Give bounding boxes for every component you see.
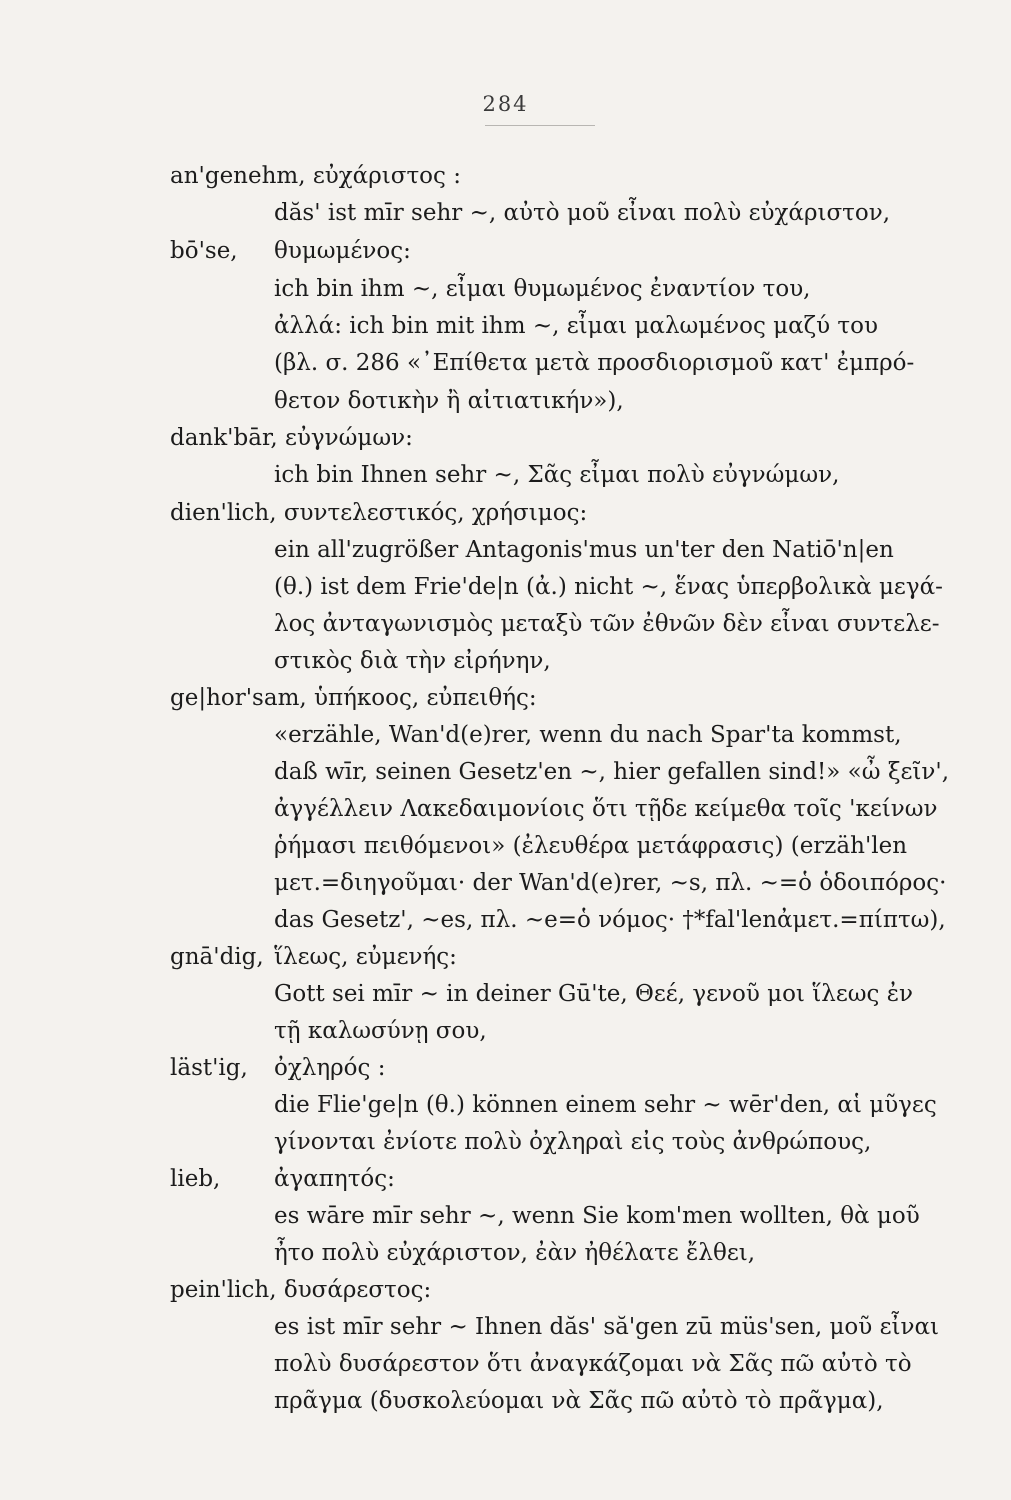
entry-line: ἀλλά: ich bin mit ihm ~, εἶμαι μαλωμένος μαζύ του [274,313,878,339]
entry-line: ein all'zugrößer Antagonis'mus un'ter den Natiō'n|en [274,537,894,563]
entry-line: ῥήμασι πειθόμενοι» (ἐλευθέρα μετάφρασις) (erzäh'len [274,833,908,859]
definition: θυμωμένος: [274,238,411,264]
page-number: 284 [482,92,529,116]
entry-line: «erzähle, Wan'd(e)rer, wenn du nach Spar'ta kommst, [274,722,902,748]
entry-line: ἀγγέλλειν Λακεδαιμονίοις ὅτι τῇδε κείμεθα τοῖς 'κείνων [274,796,938,822]
entry-line: πολὺ δυσάρεστον ὅτι ἀναγκάζομαι νὰ Σᾶς πῶ αὐτὸ τὸ [274,1351,912,1377]
definition: ὀχληρός : [274,1055,386,1081]
entry-line: (βλ. σ. 286 «᾿Επίθετα μετὰ προσδιορισμοῦ κατ' ἐμπρό- [274,350,915,376]
entry-line: μετ.=διηγοῦμαι· der Wan'd(e)rer, ~s, πλ. ~=ὁ ὁδοιπόρος· [274,870,947,896]
entry-line: es ist mīr sehr ~ Ihnen dăs' să'gen zū müs'sen, μοῦ εἶναι [274,1314,940,1340]
entry-line: an'genehm, εὐχάριστος : [170,163,461,189]
entry-line: es wāre mīr sehr ~, wenn Sie kom'men wollten, θὰ μοῦ [274,1203,920,1229]
headword: lieb, [170,1166,221,1192]
entry-line [170,940,970,974]
header-rule [485,125,595,126]
headword: gnā'dig, [170,944,264,970]
entry-line: ich bin ihm ~, εἶμαι θυμωμένος ἐναντίον του, [274,276,811,302]
entry-line: daß wīr, seinen Gesetz'en ~, hier gefallen sind!» «ὦ ξεῖν', [274,759,950,785]
headword: bō'se, [170,238,238,264]
entry-line: das Gesetz', ~es, πλ. ~e=ὁ νόμος· †*fal'lenἀμετ.=πίπτω), [274,907,946,933]
entry-line: ich bin Ihnen sehr ~, Σᾶς εἶμαι πολὺ εὐγνώμων, [274,462,840,488]
entry-line: λος ἀνταγωνισμὸς μεταξὺ τῶν ἐθνῶν δὲν εἶναι συντελε- [274,611,940,637]
entry-line [170,1162,970,1196]
definition: ἵλεως, εὐμενής: [274,944,457,970]
entry-line [170,1051,970,1085]
entry-line: dăs' ist mīr sehr ~, αὐτὸ μοῦ εἶναι πολὺ εὐχάριστον, [274,200,891,226]
entry-line [170,234,970,268]
entry-line: die Flie'ge|n (θ.) können einem sehr ~ wēr'den, αἱ μῦγες [274,1092,937,1118]
entry-line: γίνονται ἐνίοτε πολὺ ὀχληραὶ εἰς τοὺς ἀνθρώπους, [274,1129,872,1155]
entry-line: πρᾶγμα (δυσκολεύομαι νὰ Σᾶς πῶ αὐτὸ τὸ πρᾶγμα), [274,1388,884,1414]
entry-line: (θ.) ist dem Frie'de|n (ἀ.) nicht ~, ἕνας ὑπερβολικὰ μεγά- [274,574,943,600]
entry-line: τῇ καλωσύνῃ σου, [274,1018,487,1044]
definition: ἀγαπητός: [274,1166,395,1192]
entry-line: dien'lich, συντελεστικός, χρήσιμος: [170,500,588,526]
entry-line: pein'lich, δυσάρεστος: [170,1277,432,1303]
entry-line: στικὸς διὰ τὴν εἰρήνην, [274,648,551,674]
entry-line: Gott sei mīr ~ in deiner Gū'te, Θεέ, γενοῦ μοι ἵλεως ἐν [274,981,914,1007]
entry-line: θετον δοτικὴν ἢ αἰτιατικήν»), [274,388,624,414]
entry-line: ἦτο πολὺ εὐχάριστον, ἐὰν ἠθέλατε ἔλθει, [274,1240,756,1266]
entry-line: dank'bār, εὐγνώμων: [170,425,413,451]
entry-line: ge|hor'sam, ὑπήκοος, εὐπειθής: [170,685,537,711]
headword: läst'ig, [170,1055,248,1081]
